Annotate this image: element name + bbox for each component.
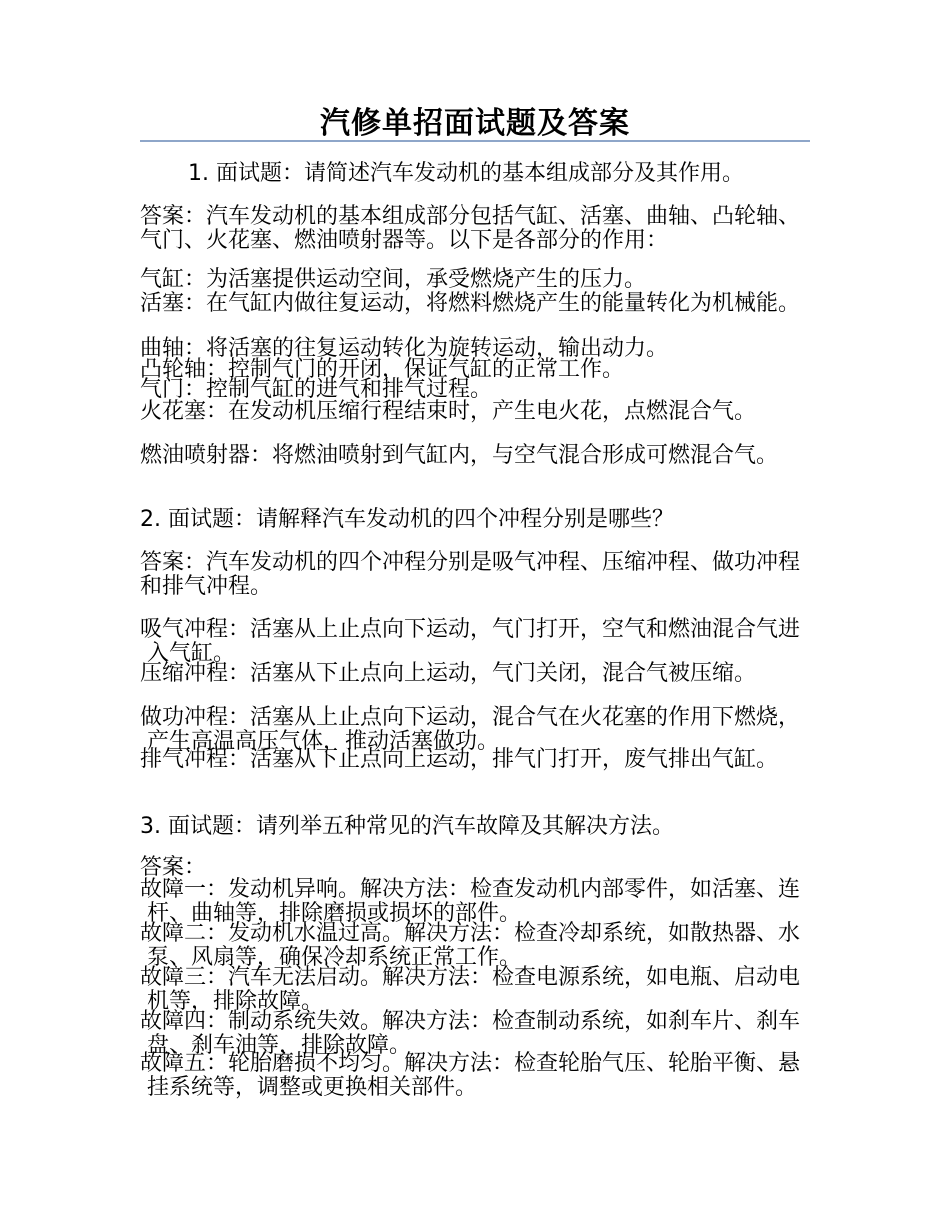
answer-1-item: 曲轴：将活塞的往复运动转化为旋转运动，输出动力。 <box>140 336 669 361</box>
answer-2-item: 做功冲程：活塞从上止点向下运动，混合气在火花塞的作用下燃烧，产生高温高压气体，推动活塞做功。 <box>140 705 801 754</box>
question-1: 1. 面试题：请简述汽车发动机的基本组成部分及其作用。 <box>188 161 744 186</box>
answer-1-item: 凸轮轴：控制气门的开闭，保证气缸的正常工作。 <box>140 357 625 382</box>
answer-1-item: 燃油喷射器：将燃油喷射到气缸内，与空气混合形成可燃混合气。 <box>140 443 779 468</box>
answer-3-intro: 答案： <box>140 855 207 880</box>
answer-2-item: 压缩冲程：活塞从下止点向上运动，气门关闭，混合气被压缩。 <box>140 661 757 686</box>
answer-2-item: 排气冲程：活塞从下止点向上运动，排气门打开，废气排出气缸。 <box>140 747 779 772</box>
title-underline <box>140 140 810 142</box>
question-2: 2. 面试题：请解释汽车发动机的四个冲程分别是哪些？ <box>140 507 674 532</box>
answer-1-intro: 答案：汽车发动机的基本组成部分包括气缸、活塞、曲轴、凸轮轴、气门、火花塞、燃油喷射器等。以下是各部分的作用： <box>140 204 801 253</box>
answer-3-item: 故障五：轮胎磨损不均匀。解决方法：检查轮胎气压、轮胎平衡、悬挂系统等，调整或更换相关部件。 <box>140 1051 801 1100</box>
answer-2-intro: 答案：汽车发动机的四个冲程分别是吸气冲程、压缩冲程、做功冲程和排气冲程。 <box>140 550 801 599</box>
answer-3-item: 故障四：制动系统失效。解决方法：检查制动系统，如刹车片、刹车盘、刹车油等，排除故障。 <box>140 1009 801 1058</box>
answer-3-item: 故障三：汽车无法启动。解决方法：检查电源系统，如电瓶、启动电机等，排除故障。 <box>140 965 801 1014</box>
answer-1-item: 火花塞：在发动机压缩行程结束时，产生电火花，点燃混合气。 <box>140 399 757 424</box>
answer-1-item: 气门：控制气缸的进气和排气过程。 <box>140 377 493 402</box>
answer-2-item: 吸气冲程：活塞从上止点向下运动，气门打开，空气和燃油混合气进入气缸。 <box>140 617 801 666</box>
question-3: 3. 面试题：请列举五种常见的汽车故障及其解决方法。 <box>140 814 674 839</box>
answer-3-item: 故障二：发动机水温过高。解决方法：检查冷却系统，如散热器、水泵、风扇等，确保冷却系统正常工作。 <box>140 921 801 970</box>
answer-1-item: 活塞：在气缸内做往复运动，将燃料燃烧产生的能量转化为机械能。 <box>140 291 801 316</box>
answer-1-item: 气缸：为活塞提供运动空间，承受燃烧产生的压力。 <box>140 267 647 292</box>
document-title: 汽修单招面试题及答案 <box>320 106 630 141</box>
answer-3-item: 故障一：发动机异响。解决方法：检查发动机内部零件，如活塞、连杆、曲轴等，排除磨损或损坏的部件。 <box>140 877 801 926</box>
